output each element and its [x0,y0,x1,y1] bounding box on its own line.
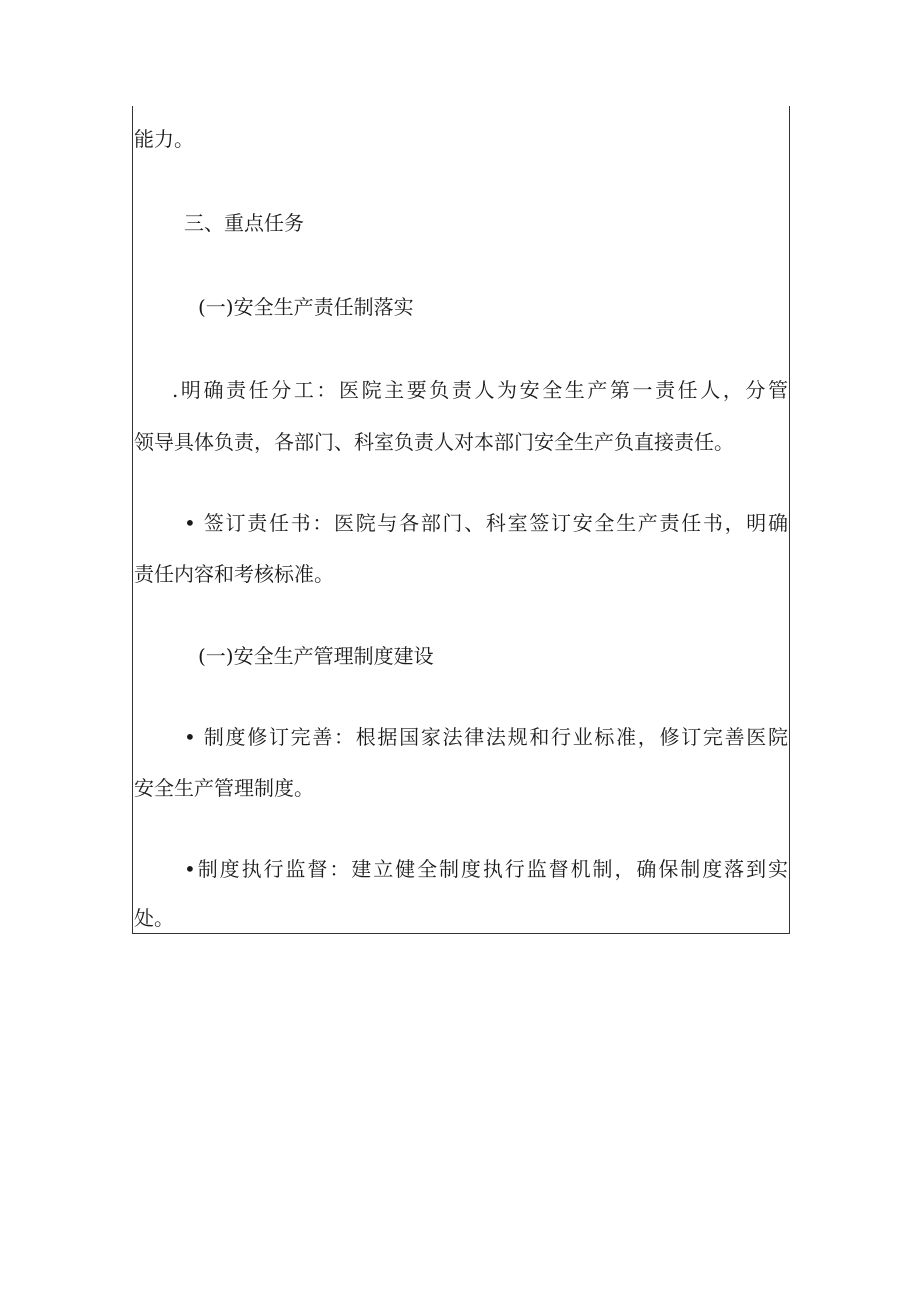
paragraph-line: 责任内容和考核标准。 [134,562,334,586]
paragraph-line: .明确责任分工：医院主要负责人为安全生产第一责任人，分管 [172,378,788,402]
bullet-item: • 制度修订完善：根据国家法律法规和行业标准，修订完善医院 [184,725,788,749]
section-heading: 三、重点任务 [184,211,304,235]
paragraph-line: 安全生产管理制度。 [134,776,314,800]
subsection-heading: (一)安全生产管理制度建设 [198,644,434,668]
bullet-item: • 签订责任书：医院与各部门、科室签订安全生产责任书，明确 [184,511,788,535]
paragraph-line: 处。 [134,906,174,930]
subsection-heading: (一)安全生产责任制落实 [198,295,414,319]
bullet-item: •制度执行监督：建立健全制度执行监督机制，确保制度落到实 [184,857,788,881]
paragraph-line: 能力。 [134,127,194,151]
paragraph-line: 领导具体负责，各部门、科室负责人对本部门安全生产负直接责任。 [134,430,734,454]
